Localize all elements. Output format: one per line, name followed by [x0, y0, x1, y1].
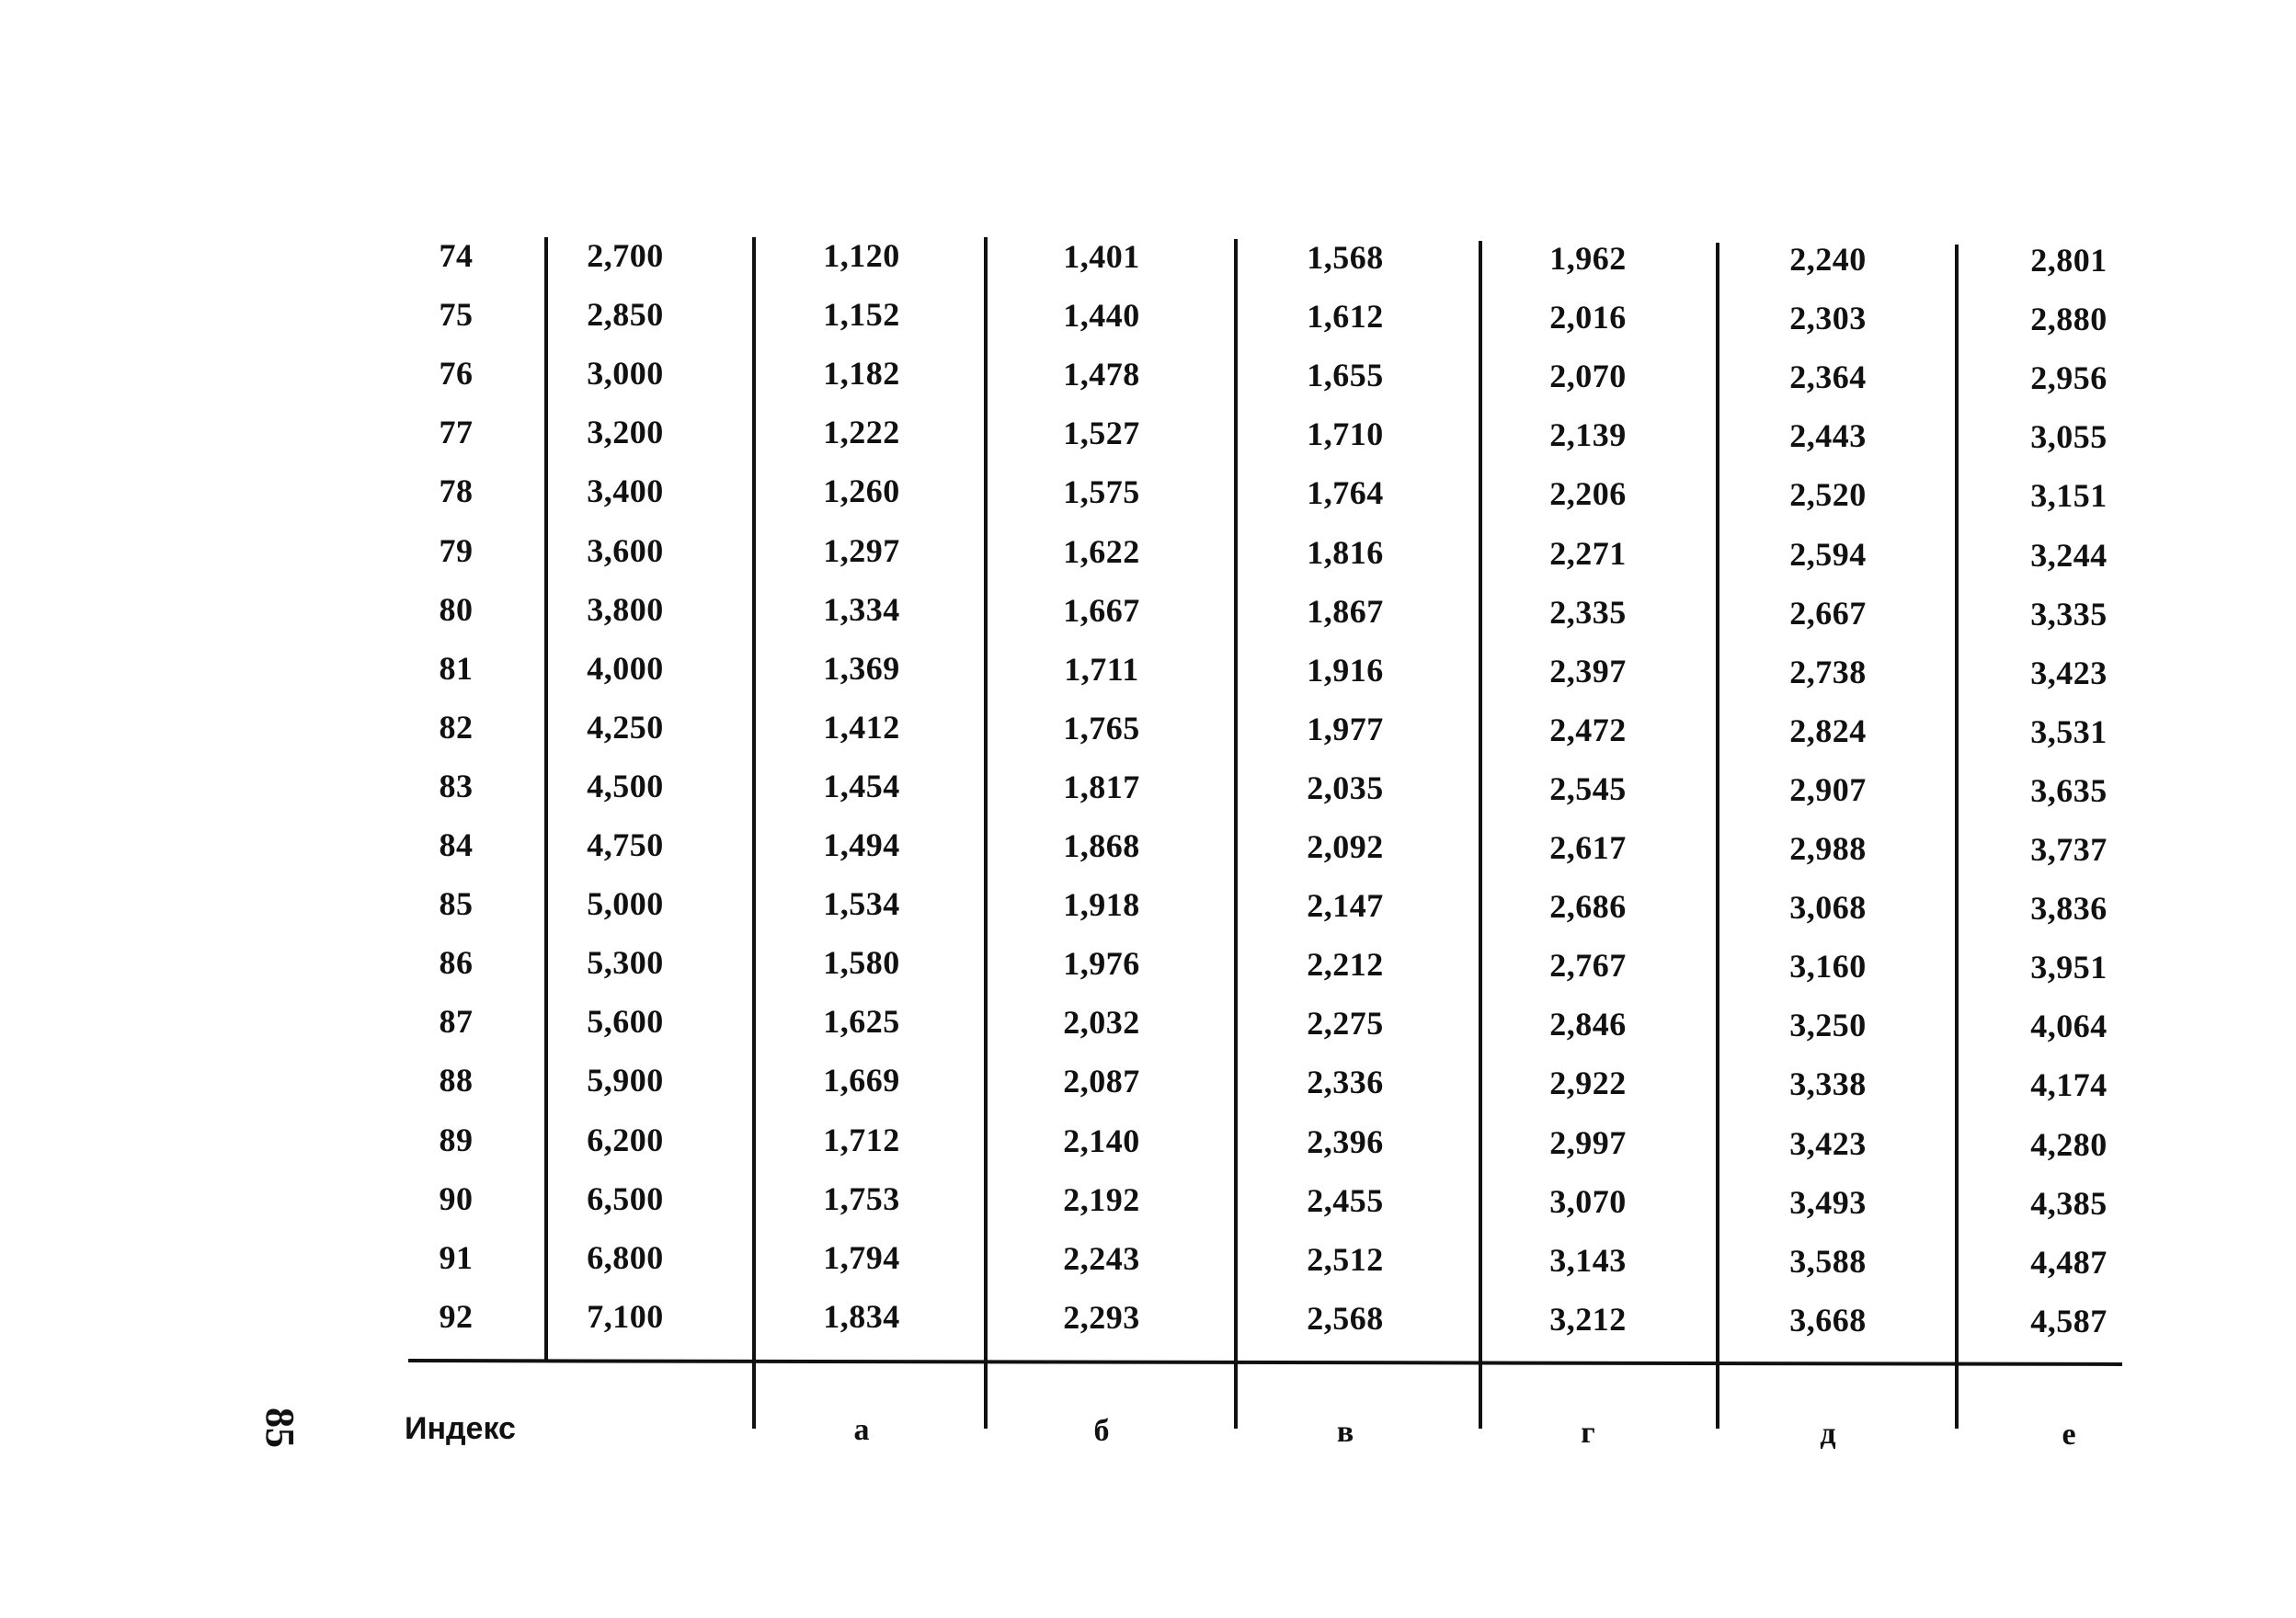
- table-cell: 1,120: [823, 237, 900, 274]
- table-cell: 2,035: [1307, 769, 1384, 806]
- base-value: 6,200: [587, 1121, 664, 1158]
- table-cell: 2,140: [1063, 1122, 1140, 1159]
- table-cell: 2,147: [1307, 887, 1384, 925]
- table-cell: 2,956: [2030, 359, 2108, 397]
- table-cell: 1,794: [823, 1238, 900, 1276]
- table-cell: 2,922: [1549, 1065, 1627, 1102]
- column-index-label: б: [1093, 1414, 1110, 1448]
- table-cell: 1,977: [1307, 710, 1384, 747]
- table-cell: 2,907: [1789, 770, 1867, 808]
- table-cell: 2,070: [1549, 358, 1627, 395]
- table-cell: 2,192: [1063, 1180, 1140, 1218]
- index-label: Индекс: [405, 1411, 516, 1446]
- base-value: 4,000: [587, 649, 664, 687]
- base-value: 7,100: [587, 1297, 664, 1335]
- table-cell: 2,212: [1307, 946, 1384, 984]
- row-number: 77: [439, 414, 474, 451]
- row-number: 78: [439, 473, 474, 510]
- table-cell: 1,369: [823, 649, 900, 687]
- table-cell: 2,397: [1549, 652, 1627, 689]
- table-cell: 1,710: [1307, 416, 1384, 453]
- column-divider: [1716, 243, 1719, 1429]
- base-value: 5,900: [587, 1062, 664, 1100]
- table-cell: 1,260: [823, 473, 900, 510]
- table-cell: 1,575: [1063, 473, 1140, 511]
- table-cell: 2,271: [1549, 534, 1627, 572]
- table-cell: 1,711: [1064, 650, 1139, 688]
- row-number: 88: [439, 1062, 474, 1100]
- table-cell: 2,396: [1307, 1122, 1384, 1160]
- table-cell: 3,836: [2030, 890, 2108, 928]
- table-cell: 1,655: [1307, 357, 1384, 394]
- base-value: 3,400: [587, 473, 664, 510]
- table-cell: 2,686: [1549, 888, 1627, 926]
- table-cell: 1,494: [823, 826, 900, 863]
- table-cell: 2,206: [1549, 475, 1627, 513]
- table-cell: 2,443: [1789, 417, 1867, 455]
- base-value: 3,200: [587, 414, 664, 451]
- table-cell: 1,527: [1063, 415, 1140, 452]
- table-cell: 2,240: [1789, 241, 1867, 278]
- table-cell: 4,280: [2030, 1125, 2108, 1163]
- base-value: 2,850: [587, 296, 664, 334]
- row-number: 92: [439, 1297, 474, 1335]
- table-bottom-rule: [408, 1359, 2122, 1366]
- table-cell: 1,753: [823, 1179, 900, 1217]
- base-value: 3,600: [587, 531, 664, 569]
- base-value: 6,800: [587, 1238, 664, 1276]
- row-number: 83: [439, 767, 474, 804]
- row-number: 90: [439, 1179, 474, 1217]
- table-cell: 1,297: [823, 531, 900, 569]
- page-number: 85: [257, 1407, 303, 1448]
- table-cell: 2,455: [1307, 1181, 1384, 1219]
- table-cell: 1,669: [823, 1062, 900, 1100]
- table-cell: 1,764: [1307, 474, 1384, 512]
- table-cell: 2,520: [1789, 476, 1867, 514]
- column-divider: [984, 237, 988, 1429]
- table-cell: 2,738: [1789, 653, 1867, 690]
- table-cell: 3,212: [1549, 1300, 1627, 1338]
- table-cell: 1,412: [823, 708, 900, 746]
- table-cell: 4,064: [2030, 1008, 2108, 1045]
- row-number: 84: [439, 826, 474, 863]
- table-cell: 1,568: [1307, 239, 1384, 276]
- table-cell: 2,275: [1307, 1005, 1384, 1043]
- table-cell: 3,151: [2030, 477, 2108, 515]
- row-number: 87: [439, 1003, 474, 1041]
- row-number: 89: [439, 1121, 474, 1158]
- table-cell: 3,250: [1789, 1007, 1867, 1044]
- table-cell: 2,988: [1789, 830, 1867, 867]
- table-cell: 2,997: [1549, 1123, 1627, 1161]
- table-cell: 1,816: [1307, 533, 1384, 571]
- base-value: 4,750: [587, 826, 664, 863]
- table-cell: 1,622: [1063, 532, 1140, 570]
- table-cell: 4,174: [2030, 1066, 2108, 1104]
- table-cell: 3,737: [2030, 831, 2108, 868]
- column-divider: [1479, 241, 1482, 1429]
- base-value: 5,600: [587, 1003, 664, 1041]
- table-cell: 2,617: [1549, 829, 1627, 866]
- table-cell: 2,472: [1549, 711, 1627, 748]
- table-cell: 1,625: [823, 1003, 900, 1041]
- table-cell: 3,143: [1549, 1241, 1627, 1279]
- table-cell: 2,087: [1063, 1063, 1140, 1100]
- base-value: 3,800: [587, 590, 664, 628]
- table-cell: 4,587: [2030, 1302, 2108, 1339]
- table-cell: 2,801: [2030, 242, 2108, 279]
- table-cell: 2,032: [1063, 1004, 1140, 1042]
- table-cell: 1,962: [1549, 240, 1627, 277]
- table-cell: 3,588: [1789, 1242, 1867, 1280]
- table-cell: 1,440: [1063, 297, 1140, 335]
- column-divider: [752, 237, 756, 1429]
- table-cell: 2,139: [1549, 416, 1627, 454]
- table-cell: 2,545: [1549, 769, 1627, 807]
- row-number: 74: [439, 237, 474, 274]
- row-number: 91: [439, 1238, 474, 1276]
- table-cell: 2,293: [1063, 1298, 1140, 1336]
- column-index-label: а: [853, 1413, 870, 1447]
- table-cell: 3,423: [2030, 654, 2108, 691]
- base-value: 5,300: [587, 944, 664, 982]
- row-number: 81: [439, 649, 474, 687]
- column-divider: [1234, 239, 1238, 1429]
- table-cell: 2,303: [1789, 300, 1867, 337]
- column-index-label: д: [1820, 1417, 1836, 1451]
- table-cell: 2,594: [1789, 535, 1867, 573]
- row-number: 82: [439, 708, 474, 746]
- table-cell: 2,667: [1789, 594, 1867, 632]
- row-number: 80: [439, 590, 474, 628]
- row-number: 85: [439, 885, 474, 923]
- table-cell: 1,712: [823, 1121, 900, 1158]
- table-cell: 2,364: [1789, 359, 1867, 396]
- table-cell: 1,222: [823, 414, 900, 451]
- row-number: 79: [439, 531, 474, 569]
- table-cell: 1,182: [823, 355, 900, 393]
- table-cell: 2,335: [1549, 593, 1627, 631]
- table-cell: 2,880: [2030, 301, 2108, 338]
- table-cell: 4,385: [2030, 1184, 2108, 1222]
- column-index-label: в: [1336, 1415, 1354, 1449]
- table-cell: 2,824: [1789, 712, 1867, 749]
- table-cell: 1,612: [1307, 298, 1384, 336]
- table-cell: 1,817: [1063, 768, 1140, 805]
- table-cell: 1,580: [823, 944, 900, 982]
- table-cell: 3,055: [2030, 418, 2108, 456]
- table-cell: 2,243: [1063, 1239, 1140, 1277]
- table-cell: 3,531: [2030, 712, 2108, 750]
- table-cell: 3,423: [1789, 1124, 1867, 1162]
- base-value: 6,500: [587, 1179, 664, 1217]
- table-cell: 3,070: [1549, 1182, 1627, 1220]
- table-cell: 3,068: [1789, 889, 1867, 927]
- table-cell: 2,016: [1549, 299, 1627, 336]
- table-cell: 3,338: [1789, 1065, 1867, 1103]
- table-cell: 2,092: [1307, 828, 1384, 865]
- column-divider: [1955, 245, 1959, 1429]
- table-cell: 1,765: [1063, 709, 1140, 746]
- table-cell: 1,916: [1307, 651, 1384, 689]
- table-cell: 2,336: [1307, 1064, 1384, 1101]
- table-cell: 1,868: [1063, 827, 1140, 864]
- table-cell: 1,478: [1063, 356, 1140, 393]
- table-cell: 3,160: [1789, 948, 1867, 986]
- table-cell: 1,834: [823, 1297, 900, 1335]
- table-cell: 2,568: [1307, 1299, 1384, 1337]
- table-cell: 1,152: [823, 296, 900, 334]
- table-cell: 3,951: [2030, 949, 2108, 986]
- column-index-label: е: [2062, 1418, 2076, 1452]
- table-cell: 1,334: [823, 590, 900, 628]
- table-cell: 2,846: [1549, 1006, 1627, 1043]
- table-cell: 1,401: [1063, 238, 1140, 275]
- table-cell: 1,918: [1063, 886, 1140, 924]
- row-number: 86: [439, 944, 474, 982]
- table-cell: 1,667: [1063, 591, 1140, 629]
- base-value: 5,000: [587, 885, 664, 923]
- table-cell: 2,767: [1549, 947, 1627, 985]
- column-divider: [544, 237, 548, 1361]
- table-cell: 3,335: [2030, 595, 2108, 632]
- table-cell: 1,454: [823, 767, 900, 804]
- table-cell: 2,512: [1307, 1240, 1384, 1278]
- table-cell: 3,244: [2030, 536, 2108, 574]
- base-value: 2,700: [587, 237, 664, 274]
- base-value: 3,000: [587, 355, 664, 393]
- base-value: 4,250: [587, 708, 664, 746]
- table-cell: 1,534: [823, 885, 900, 923]
- row-number: 75: [439, 296, 474, 334]
- table-cell: 1,976: [1063, 945, 1140, 983]
- row-number: 76: [439, 355, 474, 393]
- table-cell: 1,867: [1307, 592, 1384, 630]
- table-cell: 4,487: [2030, 1243, 2108, 1281]
- table-cell: 3,635: [2030, 771, 2108, 809]
- table-cell: 3,668: [1789, 1301, 1867, 1339]
- base-value: 4,500: [587, 767, 664, 804]
- column-index-label: г: [1581, 1416, 1595, 1450]
- table-cell: 3,493: [1789, 1183, 1867, 1221]
